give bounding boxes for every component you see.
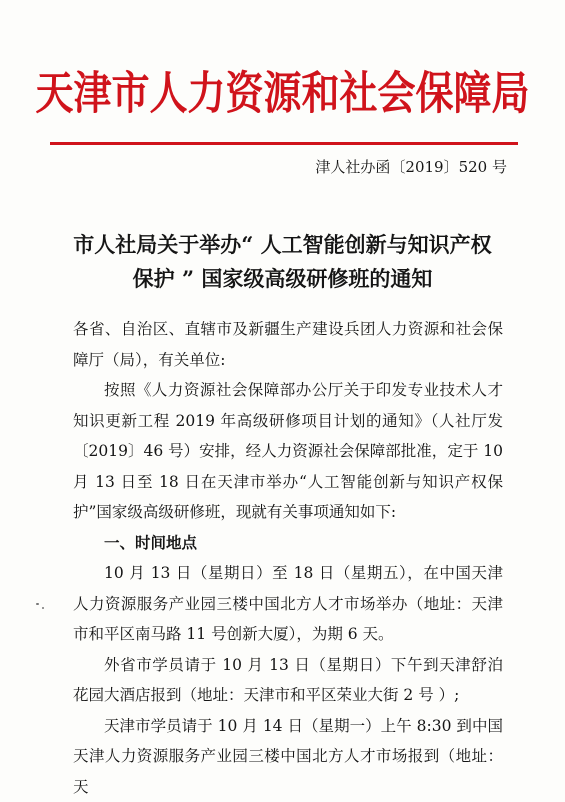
scan-speck <box>42 607 44 609</box>
title-line-2: 保护 ” 国家级高级研修班的通知 <box>40 262 525 296</box>
paragraph-outside-registration: 外省市学员请于 10 月 13 日（星期日）下午到天津舒泊花园大酒店报到（地址：天津市和平区荣业大街 2 号 ）; <box>73 650 503 711</box>
title-line-1: 市人社局关于举办“ 人工智能创新与知识产权 <box>40 228 525 262</box>
red-divider-line <box>50 142 518 145</box>
scan-speck <box>36 603 39 605</box>
paragraph-schedule: 10 月 13 日（星期日）至 18 日（星期五），在中国天津人力资源服务产业园三楼中国北方人才市场举办（地址：天津市和平区南马路 11 号创新大厦），为期 6 天。 <box>73 558 503 650</box>
addressee: 各省、自治区、直辖市及新疆生产建设兵团人力资源和社会保障厅（局），有关单位: <box>73 314 503 375</box>
section-heading-time-location: 一、时间地点 <box>73 528 503 559</box>
paragraph-basis: 按照《人力资源社会保障部办公厅关于印发专业技术人才知识更新工程 2019 年高级研修项目计划的通知》（人社厅发〔2019〕46 号）安排，经人力资源社会保障部批准，定于 10 月 13 日至 18 日在天津市举办“人工智能创新与知识产权保护”国家级高级研修班，现就有关事项通知如下: <box>73 375 503 528</box>
notice-title <box>40 228 525 296</box>
notice-body <box>73 314 503 802</box>
document-number: 津人社办函〔2019〕520 号 <box>315 156 507 178</box>
masthead-organization: 天津市人力资源和社会保障局 <box>0 58 565 129</box>
paragraph-local-registration: 天津市学员请于 10 月 14 日（星期一）上午 8:30 到中国天津人力资源服务产业园三楼中国北方人才市场报到（地址：天 <box>73 711 503 802</box>
